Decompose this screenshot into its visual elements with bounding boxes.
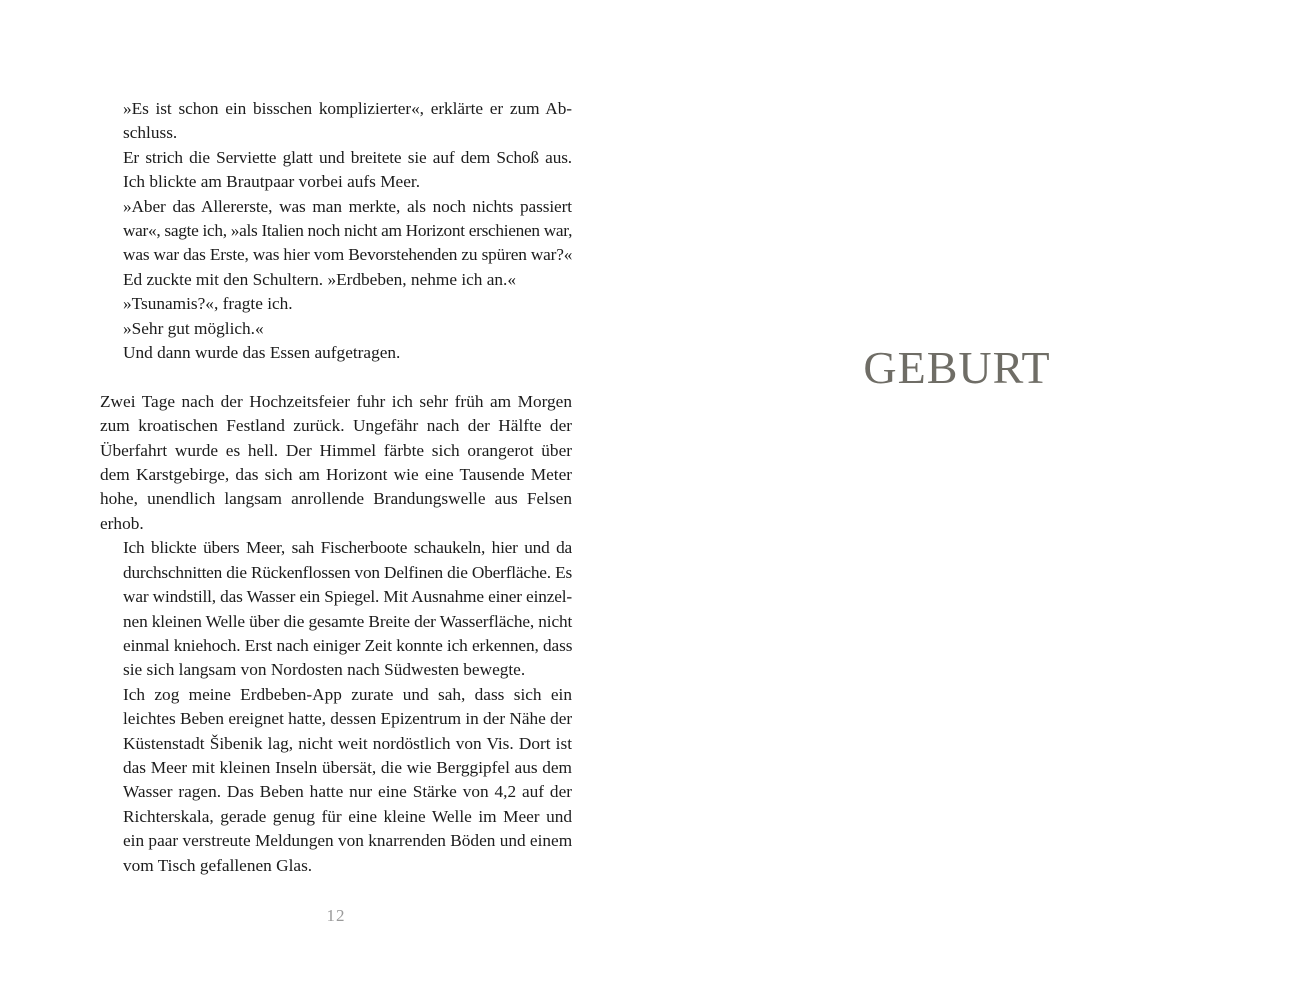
text-line: Ich blickte am Brautpaar vorbei aufs Meer.: [123, 172, 421, 192]
paragraph: [100, 292, 572, 316]
text-line: nen kleinen Welle über die gesamte Breite der Wasserfläche, nicht: [123, 611, 573, 631]
text-line: schluss.: [123, 123, 178, 143]
paragraph: [100, 268, 572, 292]
paragraph: [100, 146, 572, 195]
text-line: Ich zog meine Erdbeben-App zurate und sah, dass sich ein: [123, 684, 572, 704]
text-line: »Es ist schon ein bisschen komplizierter«, erklärte er zum Ab-: [123, 99, 572, 118]
chapter-title: GEBURT: [863, 342, 1051, 393]
text-line: war«, sagte ich, »als Italien noch nicht am Horizont erschienen war,: [123, 221, 573, 241]
paragraph: [100, 341, 572, 365]
paragraph: [100, 195, 572, 268]
paragraph: [100, 317, 572, 341]
text-line: »Sehr gut möglich.«: [123, 318, 264, 338]
text-line: Überfahrt wurde es hell. Der Himmel färbte sich orangerot über: [100, 440, 572, 460]
text-line: Ich blickte übers Meer, sah Fischerboote schaukeln, hier und da: [123, 538, 572, 558]
paragraph: [100, 536, 572, 682]
text-line: dem Karstgebirge, das sich am Horizont wie eine Tausende Meter: [100, 465, 572, 485]
text-line: Wasser ragen. Das Beben hatte nur eine Stärke von 4,2 auf der: [123, 782, 572, 802]
text-line: Und dann wurde das Essen aufgetragen.: [123, 343, 401, 363]
paragraph: [100, 390, 572, 536]
text-line: Küstenstadt Šibenik lag, nicht weit nordöstlich von Vis. Dort ist: [123, 733, 572, 753]
text-line: leichtes Beben ereignet hatte, dessen Epizentrum in der Nähe der: [123, 709, 573, 729]
text-line: Richterskala, gerade genug für eine kleine Welle im Meer und: [123, 806, 572, 826]
text-line: sie sich langsam von Nordosten nach Südwesten bewegte.: [123, 660, 526, 680]
right-page: [647, 0, 1295, 1000]
text-line: was war das Erste, was hier vom Bevorstehenden zu spüren war?«: [123, 245, 573, 265]
text-line: Ed zuckte mit den Schultern. »Erdbeben, nehme ich an.«: [123, 269, 517, 289]
text-line: einmal kniehoch. Erst nach einiger Zeit konnte ich erkennen, dass: [123, 635, 573, 655]
text-line: vom Tisch gefallenen Glas.: [123, 855, 313, 875]
text-line: durchschnitten die Rückenflossen von Delfinen die Oberfläche. Es: [123, 562, 572, 582]
text-line: das Meer mit kleinen Inseln übersät, die wie Berggipfel aus dem: [123, 757, 572, 777]
text-line: »Aber das Allererste, was man merkte, als noch nichts passiert: [123, 196, 572, 216]
text-line: Er strich die Serviette glatt und breitete sie auf dem Schoß aus.: [123, 147, 572, 167]
left-page: [0, 0, 647, 1000]
body-text: [100, 97, 572, 878]
text-line: erhob.: [100, 513, 144, 533]
text-line: ein paar verstreute Meldungen von knarrenden Böden und einem: [123, 831, 573, 851]
text-line: zum kroatischen Festland zurück. Ungefähr nach der Hälfte der: [100, 416, 572, 436]
page-number: 12: [326, 906, 346, 925]
text-line: Zwei Tage nach der Hochzeitsfeier fuhr ich sehr früh am Morgen: [100, 391, 572, 411]
text-line: hohe, unendlich langsam anrollende Brandungswelle aus Felsen: [100, 489, 572, 509]
text-line: »Tsunamis?«, fragte ich.: [123, 294, 293, 314]
paragraph: [100, 683, 572, 878]
paragraph: [100, 97, 572, 146]
text-line: war windstill, das Wasser ein Spiegel. Mit Ausnahme einer einzel-: [123, 587, 572, 607]
